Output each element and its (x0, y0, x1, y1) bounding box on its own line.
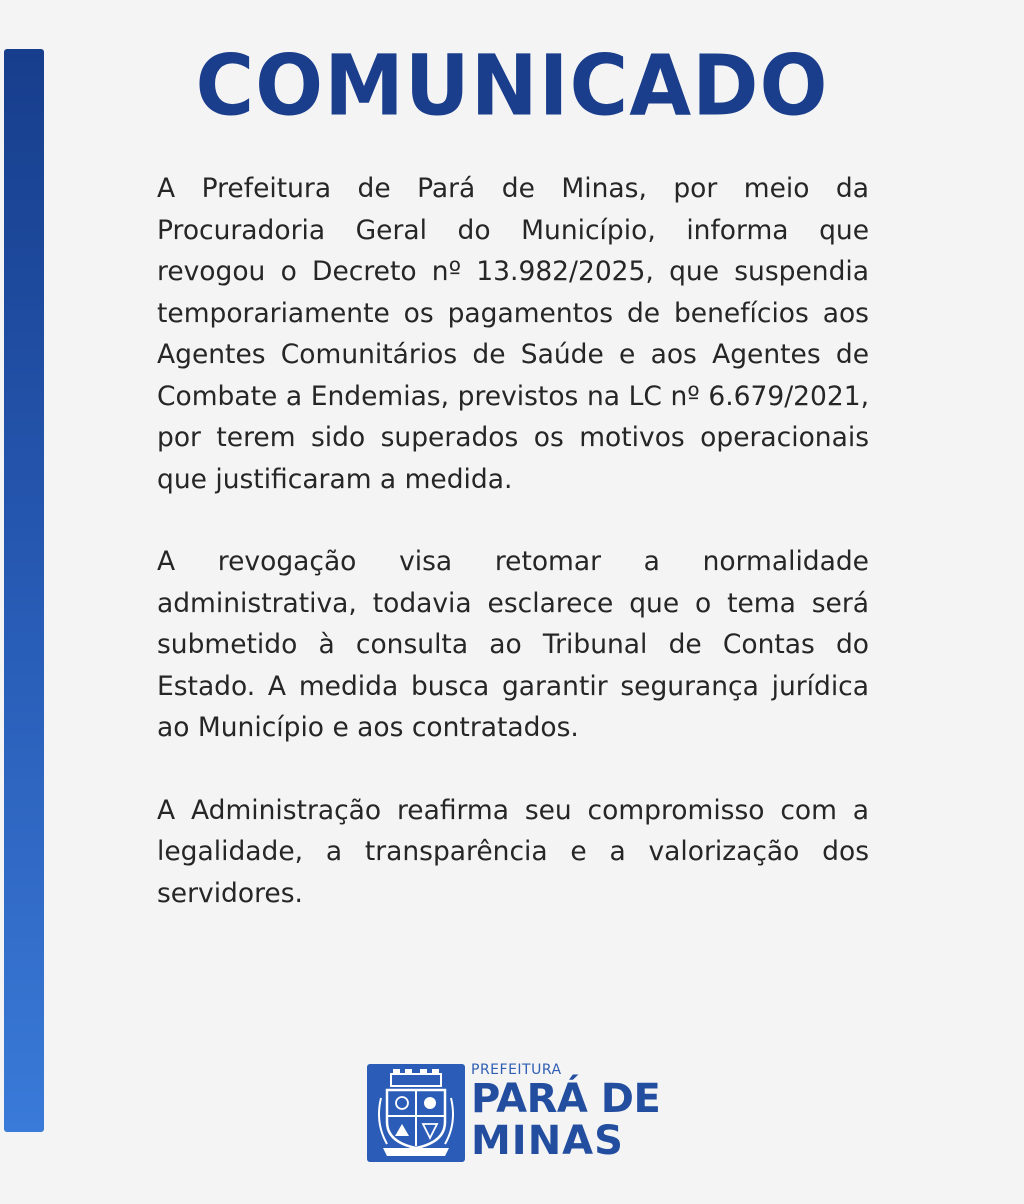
logo-wordmark (471, 1064, 660, 1162)
paragraph-1: A Prefeitura de Pará de Minas, por meio da Procuradoria Geral do Município, informa que revogou o Decreto nº 13.982/2025, que suspendia temporariamente os pagamentos de benefícios aos Agentes Comunitários de Saúde e aos Agentes de Combate a Endemias, previstos na LC nº 6.679/2021, por terem sido superados os motivos operacionais que justificaram a medida. (157, 173, 869, 495)
page-title: COMUNICADO (195, 36, 829, 135)
accent-sidebar-bar (4, 49, 44, 1132)
announcement-body (157, 168, 869, 955)
prefeitura-logo (367, 1064, 660, 1164)
logo-line-1: PARÁ DE (471, 1076, 661, 1122)
logo-small-label: PREFEITURA (471, 1062, 562, 1078)
paragraph-2: A revogação visa retomar a normalidade administrativa, todavia esclarece que o tema será submetido à consulta ao Tribunal de Contas do Estado. A medida busca garantir segurança jurídica ao Município e aos contratados. (157, 546, 869, 743)
logo-line-2: MINAS (471, 1118, 624, 1164)
paragraph-3: A Administração reafirma seu compromisso com a legalidade, a transparência e a valorização dos servidores. (157, 794, 869, 909)
crest-box (367, 1064, 465, 1162)
coat-of-arms-icon (373, 1068, 459, 1158)
